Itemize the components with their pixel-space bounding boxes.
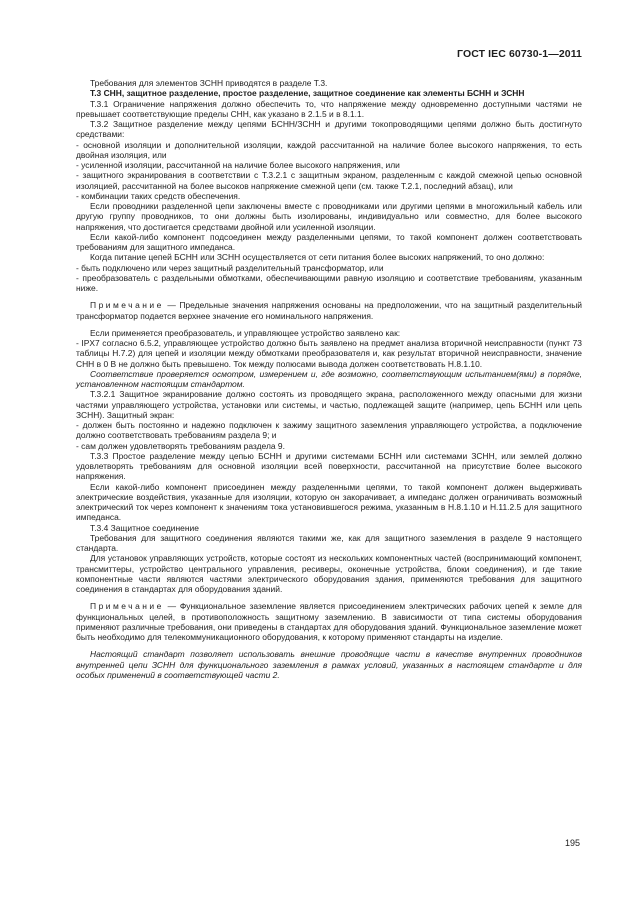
- note-text: — Функциональное заземление является присоединением электрических рабочих цепей к земле для функциональных целей, в противоположность защитному заземлению. В зависимости от типа системы оборудования применяют различные требования, они приведены в стандартах для оборудования зданий. Функциональное заземление может быть необходимо для телекоммуникационного оборудования, к которому применяют стандарты на изделие.: [76, 601, 582, 642]
- paragraph: Т.3.2 Защитное разделение между цепями БСНН/ЗСНН и другими токопроводящими цепями должно быть достигнуто средствами:: [76, 119, 582, 140]
- paragraph: Т.3.1 Ограничение напряжения должно обеспечить то, что напряжение между одновременно доступными частями не превышает соответствующие пределы СНН, как указано в 2.1.5 и в 8.1.1.: [76, 98, 582, 119]
- paragraph: Если проводники разделенной цепи заключены вместе с проводниками или другими цепями в многожильный кабель или другую группу проводников, то они должны быть изолированы, индивидуально или совместно, для более высокого напряжения, что достигается средствами двойной или усиленной изоляции.: [76, 201, 582, 232]
- note-label: Примечание: [90, 601, 164, 612]
- note-paragraph: [76, 601, 582, 642]
- page-number: 195: [564, 838, 580, 848]
- note-label: Примечание: [90, 300, 164, 311]
- note-text: — Предельные значения напряжения основаны на предположении, что на защитный разделительный трансформатор подается верхнее значение его номинального напряжения.: [76, 300, 582, 321]
- list-item: - быть подключено или через защитный разделительный трансформатор, или: [76, 262, 384, 273]
- paragraph: Т.3.3 Простое разделение между цепью БСНН и другими системами БСНН или системами ЗСНН, или землей должно удовлетворять требованиям для основной изоляции всей поверхности, рассчитанной на присутствие более высокого напряжения.: [76, 450, 582, 482]
- paragraph: Если применяется преобразователь, и управляющее устройство заявлено как:: [90, 327, 401, 338]
- list-item: - IPX7 согласно 6.5.2, управляющее устройство должно быть заявлено на предмет анализа вторичной неисправности (пункт 73 таблицы Н.7.2) для цепей и изоляции между обмотками преобразователя и, как результат вторичной неисправности, значение СНН в 0 В не должно быть превышено. Ток между полюсами вывода должен соответствовать Н.8.1.10.: [76, 338, 582, 369]
- paragraph: Требования для элементов ЗСНН приводятся в разделе Т.3.: [90, 78, 328, 88]
- italic-paragraph: Настоящий стандарт позволяет использовать внешние проводящие части в качестве внутренних проводников внутренней цепи ЗСНН для функционального заземления в рамках условий, указанных в настоящем стандарте и для особых применений в соответствующей части 2.: [76, 649, 582, 680]
- paragraph: Если какой-либо компонент подсоединен между разделенными цепями, то такой компонент должен соответствовать требованиям для защитного импеданса.: [76, 231, 582, 252]
- list-item: - преобразователь с раздельными обмотками, обеспечивающими равную изоляцию и соответствие требованиям, указанным ниже.: [76, 272, 582, 293]
- list-item: - должен быть постоянно и надежно подключен к зажиму защитного заземления управляющего устройства, а подключение должно соответствовать требованиям раздела 9; и: [76, 420, 582, 441]
- standard-header: ГОСТ IEC 60730-1—2011: [457, 48, 582, 60]
- section-heading: Т.3 СНН, защитное разделение, простое разделение, защитное соединение как элементы БСНН и ЗСНН: [90, 88, 525, 99]
- paragraph: Когда питание цепей БСНН или ЗСНН осуществляется от сети питания более высоких напряжений, то оно должно:: [90, 252, 545, 263]
- list-item: - сам должен удовлетворять требованиям раздела 9.: [76, 440, 285, 451]
- list-item: - основной изоляции и дополнительной изоляции, каждой рассчитанной на наличие более высокого напряжения, то есть двойная изоляция, или: [76, 139, 582, 160]
- list-item: - усиленной изоляции, рассчитанной на наличие более высокого напряжения, или: [76, 160, 400, 170]
- document-body: [76, 78, 582, 680]
- paragraph: Если какой-либо компонент присоединен между разделенными цепями, то такой компонент должен выдерживать электрические воздействия, указанные для изоляции, которую он закорачивает, а импеданс должен ограничивать возможный электрический ток через компонент к значениям тока установившегося режима, указанным в Н.8.1.10 и Н.11.2.5 для защитного импеданса.: [76, 481, 582, 523]
- paragraph: Т.3.2.1 Защитное экранирование должно состоять из проводящего экрана, расположенного между опасными для жизни частями управляющего устройства, установки или системы, и частью, подлежащей защите (например, цепь БСНН или цепь ЗСНН). Защитный экран:: [76, 389, 582, 420]
- list-item: - комбинации таких средств обеспечения.: [76, 190, 241, 201]
- list-item: - защитного экранирования в соответствии с Т.3.2.1 с защитным экраном, разделенным с каждой смежной цепью основной изоляцией, рассчитанной на более высоков напряжение смежной цепи (см. также Т.2.1, последний абзац), или: [76, 170, 582, 191]
- compliance-paragraph: Соответствие проверяется осмотром, измерением и, где возможно, соответствующим испытанием(ями) в порядке, установленном настоящим стандартом.: [76, 368, 582, 389]
- paragraph: Для установок управляющих устройств, которые состоят из нескольких компонентных частей (воспринимающий компонент, трансмиттеры, устройство центрального управления, ресиверы, оконечные устройства, блоки соединения), и где такие компонентные части являются частями электрического оборудования здания, применяются требования для защитного соединения в стандартах для оборудования зданий.: [76, 553, 582, 594]
- paragraph: Требования для защитного соединения являются такими же, как для защитного заземления в разделе 9 настоящего стандарта.: [76, 532, 582, 553]
- subsection-heading: Т.3.4 Защитное соединение: [90, 522, 199, 533]
- note-paragraph: [76, 300, 582, 321]
